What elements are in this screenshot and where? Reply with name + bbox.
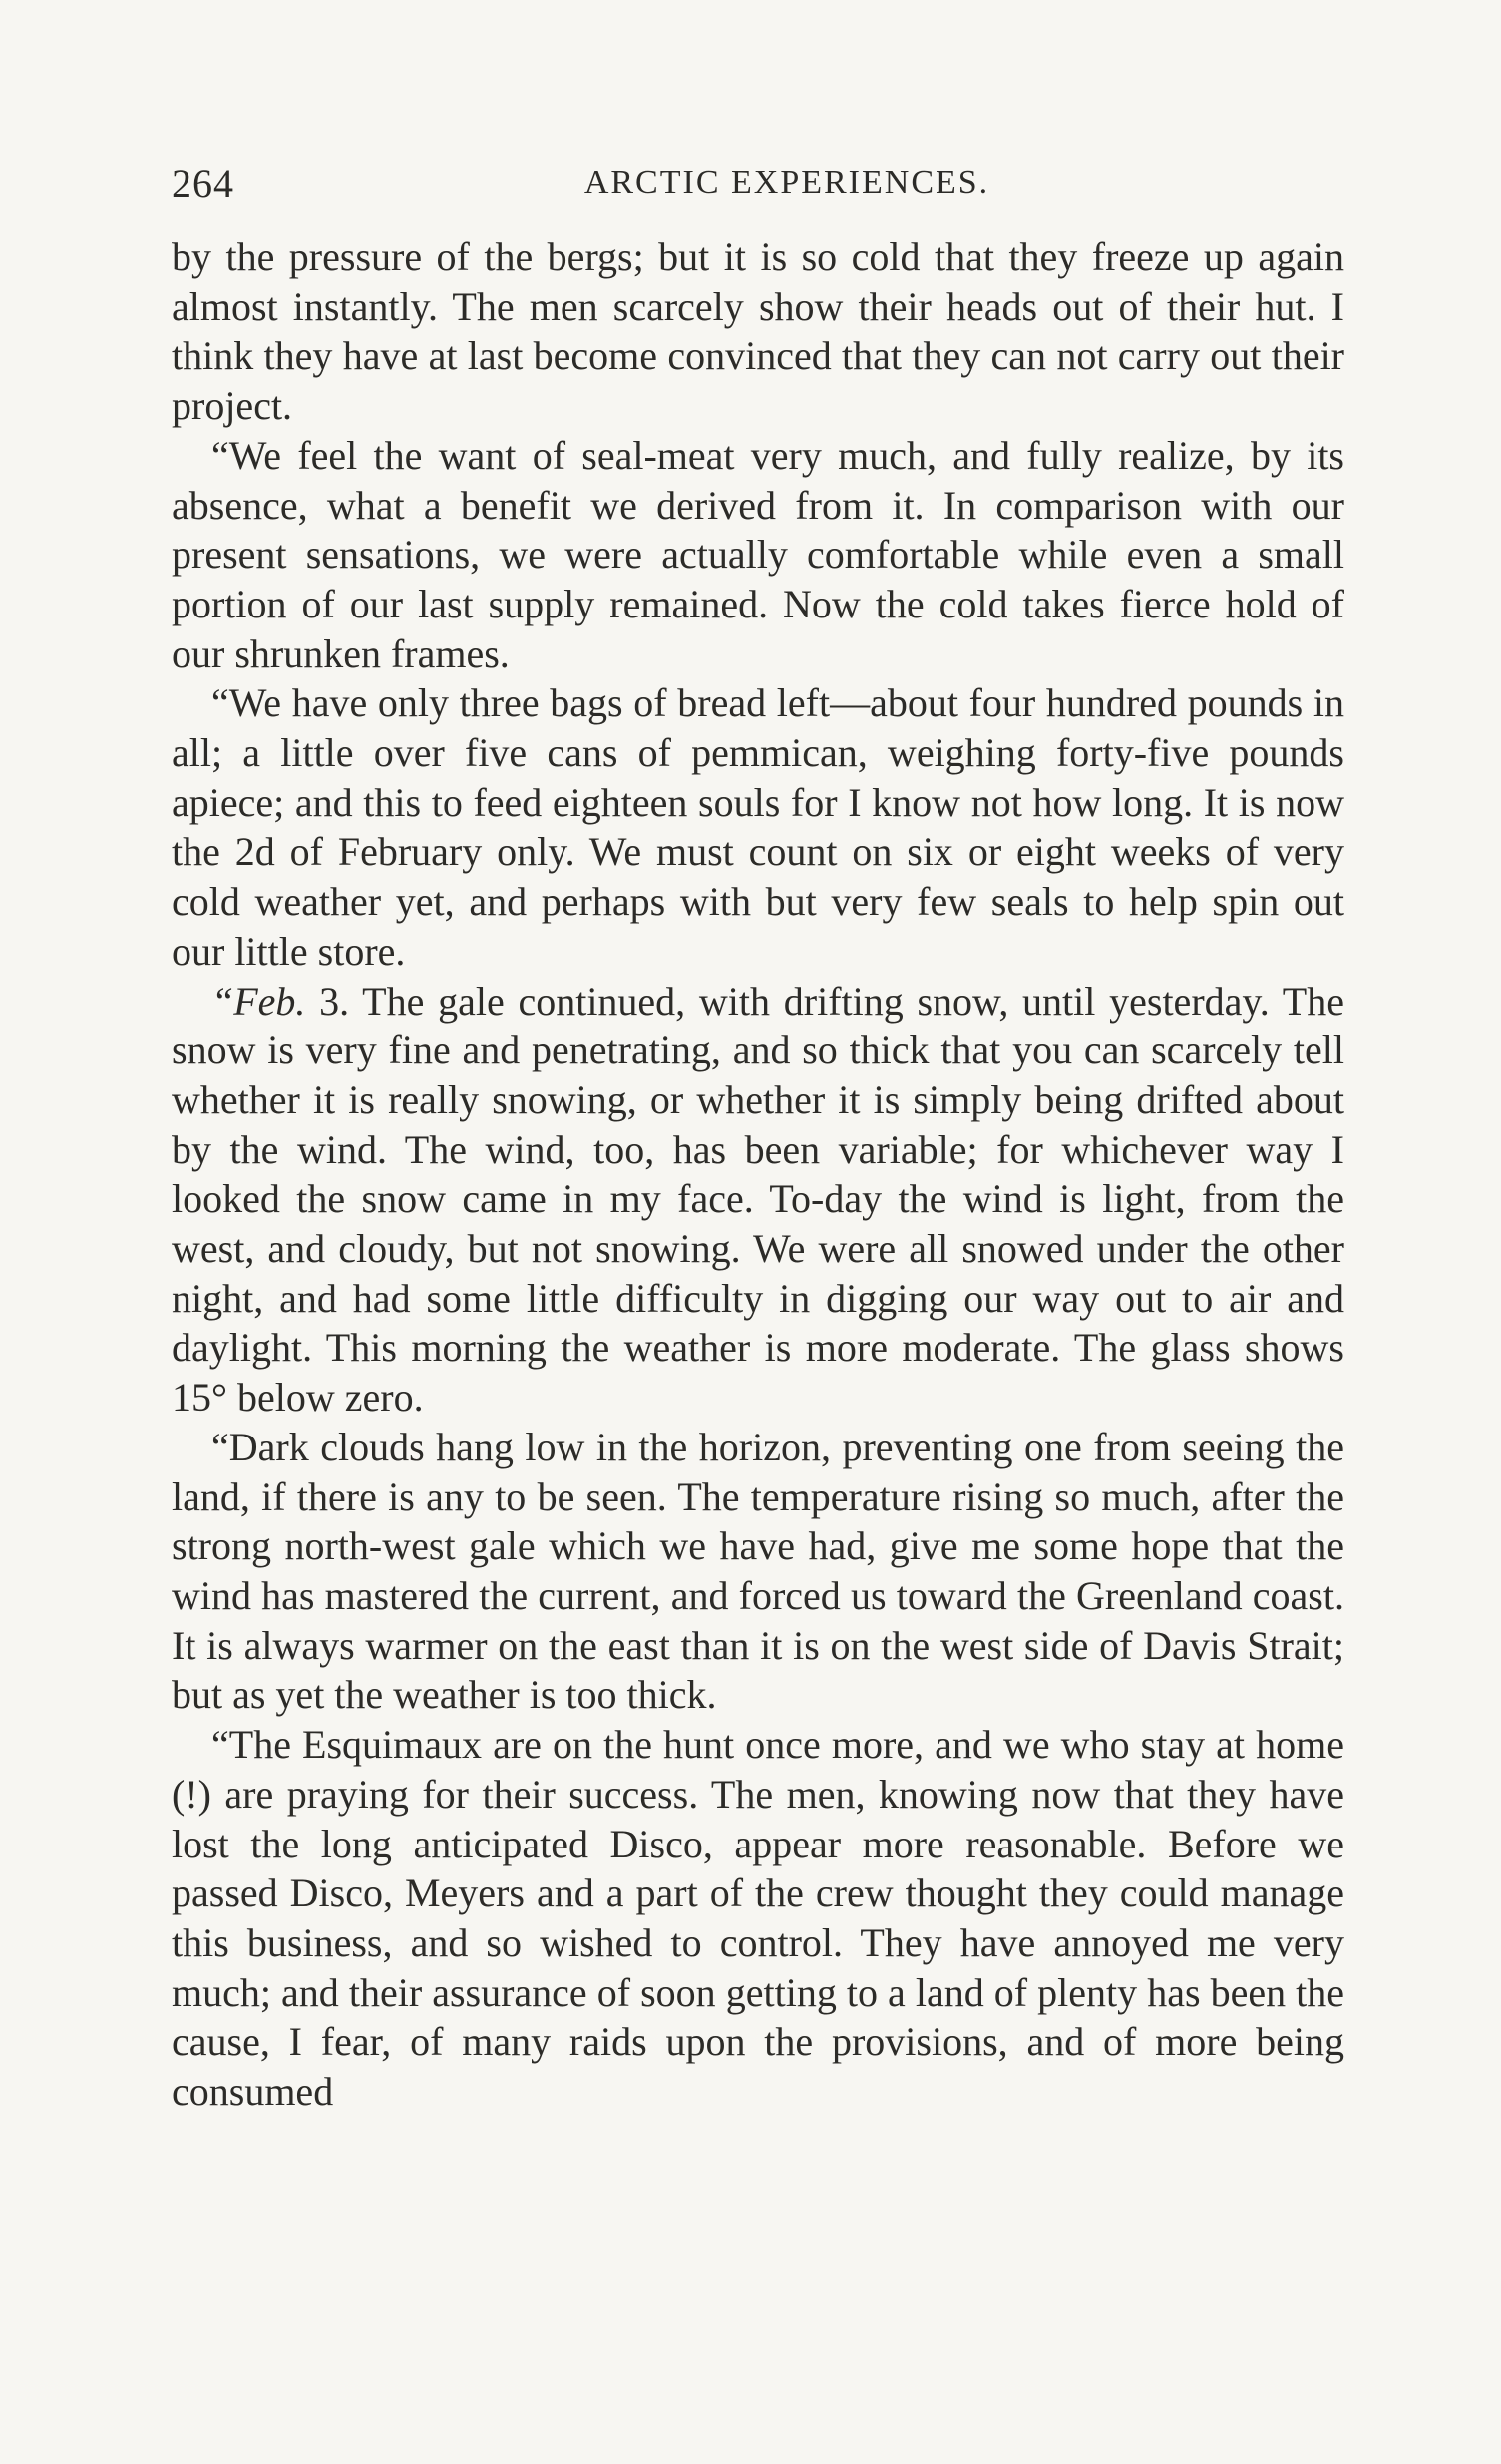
paragraph: “The Esquimaux are on the hunt once more, and we who stay at home (!) are praying for their success. The men, knowing now that they have lost the long anticipated Disco, appear more reasonable. Before we passed Disco, Meyers and a part of the crew thought they could manage this business, and so wished to control. They have annoyed me very much; and their assurance of soon getting to a land of plenty has been the cause, I fear, of many raids upon the provisions, and of more being consumed [172,1722,1344,2115]
paragraph: “We have only three bags of bread left—about four hundred pounds in all; a little over five cans of pemmican, weighing forty-five pounds apiece; and this to feed eighteen souls for I know not how long. It is now the 2d of February only. We must count on six or eight weeks of very cold weather yet, and perhaps with but very few seals to help spin out our little store. [172,680,1344,974]
running-title: ARCTIC EXPERIENCES. [583,164,990,201]
paragraph: by the pressure of the bergs; but it is so cold that they freeze up again almost instantly. The men scarcely show their heads out of their hut. I think they have at last become convinced that they can not carry out their project. [172,234,1344,429]
paragraph: “We feel the want of seal-meat very much, and fully realize, by its absence, what a benefit we derived from it. In comparison with our present sensations, we were actually comfortable while even a small portion of our last supply remained. Now the cold takes fierce hold of our shrunken frames. [172,432,1344,676]
body-text [172,232,1344,2117]
running-head [172,160,1344,209]
date-abbreviation: “Feb. [211,978,306,1024]
paragraph-text: 3. The gale continued, with drifting snow, until yesterday. The snow is very fine and penetrating, and so thick that you can scarcely tell whether it is really snowing, or whether it is simply being drifted about by the wind. The wind, too, has been variable; for whichever way I looked the snow came in my face. To-day the wind is light, from the west, and cloudy, but not snowing. We were all snowed under the other night, and had some little difficulty in digging our way out to air and daylight. This morning the weather is more moderate. The glass shows 15° below zero. [172,978,1344,1421]
page-number: 264 [172,161,234,205]
paragraph: “Dark clouds hang low in the horizon, preventing one from seeing the land, if there is any to be seen. The temperature rising so much, after the strong north-west gale which we have had, give me some hope that the wind has mastered the current, and forced us toward the Greenland coast. It is always warmer on the east than it is on the west side of Davis Strait; but as yet the weather is too thick. [172,1424,1344,1718]
paragraph-dated-entry [172,977,1344,1423]
